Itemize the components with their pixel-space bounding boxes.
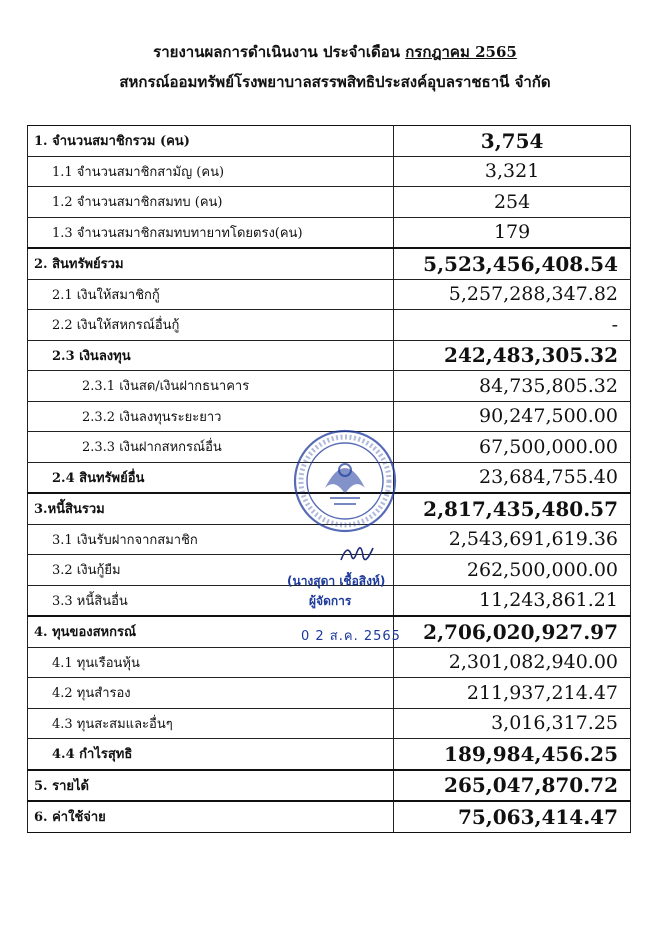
table-row [28, 248, 631, 279]
table-row [28, 156, 631, 187]
row-value: 211,937,214.47 [394, 678, 631, 709]
row-value: 2,301,082,940.00 [394, 647, 631, 678]
table-row [28, 647, 631, 678]
row-value: 3,754 [394, 126, 631, 157]
row-label: 2.3.1 เงินสด/เงินฝากธนาคาร [28, 371, 394, 402]
table-row [28, 770, 631, 802]
row-label: 4.3 ทุนสะสมและอื่นๆ [28, 708, 394, 739]
table-row [28, 801, 631, 832]
row-value: 265,047,870.72 [394, 770, 631, 802]
row-value: 84,735,805.32 [394, 371, 631, 402]
row-value: 23,684,755.40 [394, 462, 631, 493]
row-label: 2.3 เงินลงทุน [28, 340, 394, 371]
row-value: 75,063,414.47 [394, 801, 631, 832]
cooperative-seal-icon [292, 428, 398, 534]
table-row [28, 126, 631, 157]
row-label: 5. รายได้ [28, 770, 394, 802]
row-label: 2.3.2 เงินลงทุนระยะยาว [28, 401, 394, 432]
table-row [28, 401, 631, 432]
row-label: 1.2 จำนวนสมาชิกสมทบ (คน) [28, 187, 394, 218]
row-value: 5,257,288,347.82 [394, 279, 631, 310]
table-row [28, 739, 631, 770]
row-label: 3.3 หนี้สินอื่น [28, 585, 394, 616]
row-value: 262,500,000.00 [394, 555, 631, 586]
signer-role: ผู้จัดการ [309, 594, 352, 608]
row-label: 2.1 เงินให้สมาชิกกู้ [28, 279, 394, 310]
table-row [28, 187, 631, 218]
row-label: 3.2 เงินกู้ยืม [28, 555, 394, 586]
row-value: 5,523,456,408.54 [394, 248, 631, 279]
table-row [28, 217, 631, 248]
row-label: 4. ทุนของสหกรณ์ [28, 616, 394, 647]
row-value: 3,321 [394, 156, 631, 187]
row-label: 1.3 จำนวนสมาชิกสมทบทายาทโดยตรง(คน) [28, 217, 394, 248]
row-label: 1. จำนวนสมาชิกรวม (คน) [28, 126, 394, 157]
row-label: 4.2 ทุนสำรอง [28, 678, 394, 709]
row-value: 254 [394, 187, 631, 218]
row-value: 90,247,500.00 [394, 401, 631, 432]
row-label: 4.4 กำไรสุทธิ [28, 739, 394, 770]
report-title: รายงานผลการดำเนินงาน ประจำเดือน กรกฎาคม 2565 [153, 43, 517, 61]
row-value: 3,016,317.25 [394, 708, 631, 739]
signer-name: (นางสุดา เชื้อสิงห์) [287, 574, 386, 588]
row-value: 189,984,456.25 [394, 739, 631, 770]
report-month: กรกฎาคม 2565 [405, 43, 517, 61]
row-value: 67,500,000.00 [394, 432, 631, 463]
row-label: 2.3.3 เงินฝากสหกรณ์อื่น [28, 432, 394, 463]
row-label: 2.2 เงินให้สหกรณ์อื่นกู้ [28, 310, 394, 341]
table-row [28, 340, 631, 371]
row-value: - [394, 310, 631, 341]
table-row [28, 678, 631, 709]
row-value: 11,243,861.21 [394, 585, 631, 616]
row-label: 2. สินทรัพย์รวม [28, 248, 394, 279]
row-label: 6. ค่าใช้จ่าย [28, 801, 394, 832]
signature-icon [337, 540, 377, 570]
table-row [28, 279, 631, 310]
row-value: 242,483,305.32 [394, 340, 631, 371]
row-label: 1.1 จำนวนสมาชิกสามัญ (คน) [28, 156, 394, 187]
date-stamp: 0 2 ส.ค. 2565 [301, 629, 401, 644]
cooperative-name: สหกรณ์ออมทรัพย์โรงพยาบาลสรรพสิทธิประสงค์อุบลราชธานี จำกัด [119, 73, 551, 91]
row-label: 3.1 เงินรับฝากจากสมาชิก [28, 524, 394, 555]
row-value: 2,706,020,927.97 [394, 616, 631, 647]
row-label: 3.หนี้สินรวม [28, 493, 394, 524]
table-row [28, 310, 631, 341]
row-value: 2,543,691,619.36 [394, 524, 631, 555]
row-label: 2.4 สินทรัพย์อื่น [28, 462, 394, 493]
table-row [28, 708, 631, 739]
table-row [28, 371, 631, 402]
row-label: 4.1 ทุนเรือนหุ้น [28, 647, 394, 678]
row-value: 2,817,435,480.57 [394, 493, 631, 524]
row-value: 179 [394, 217, 631, 248]
